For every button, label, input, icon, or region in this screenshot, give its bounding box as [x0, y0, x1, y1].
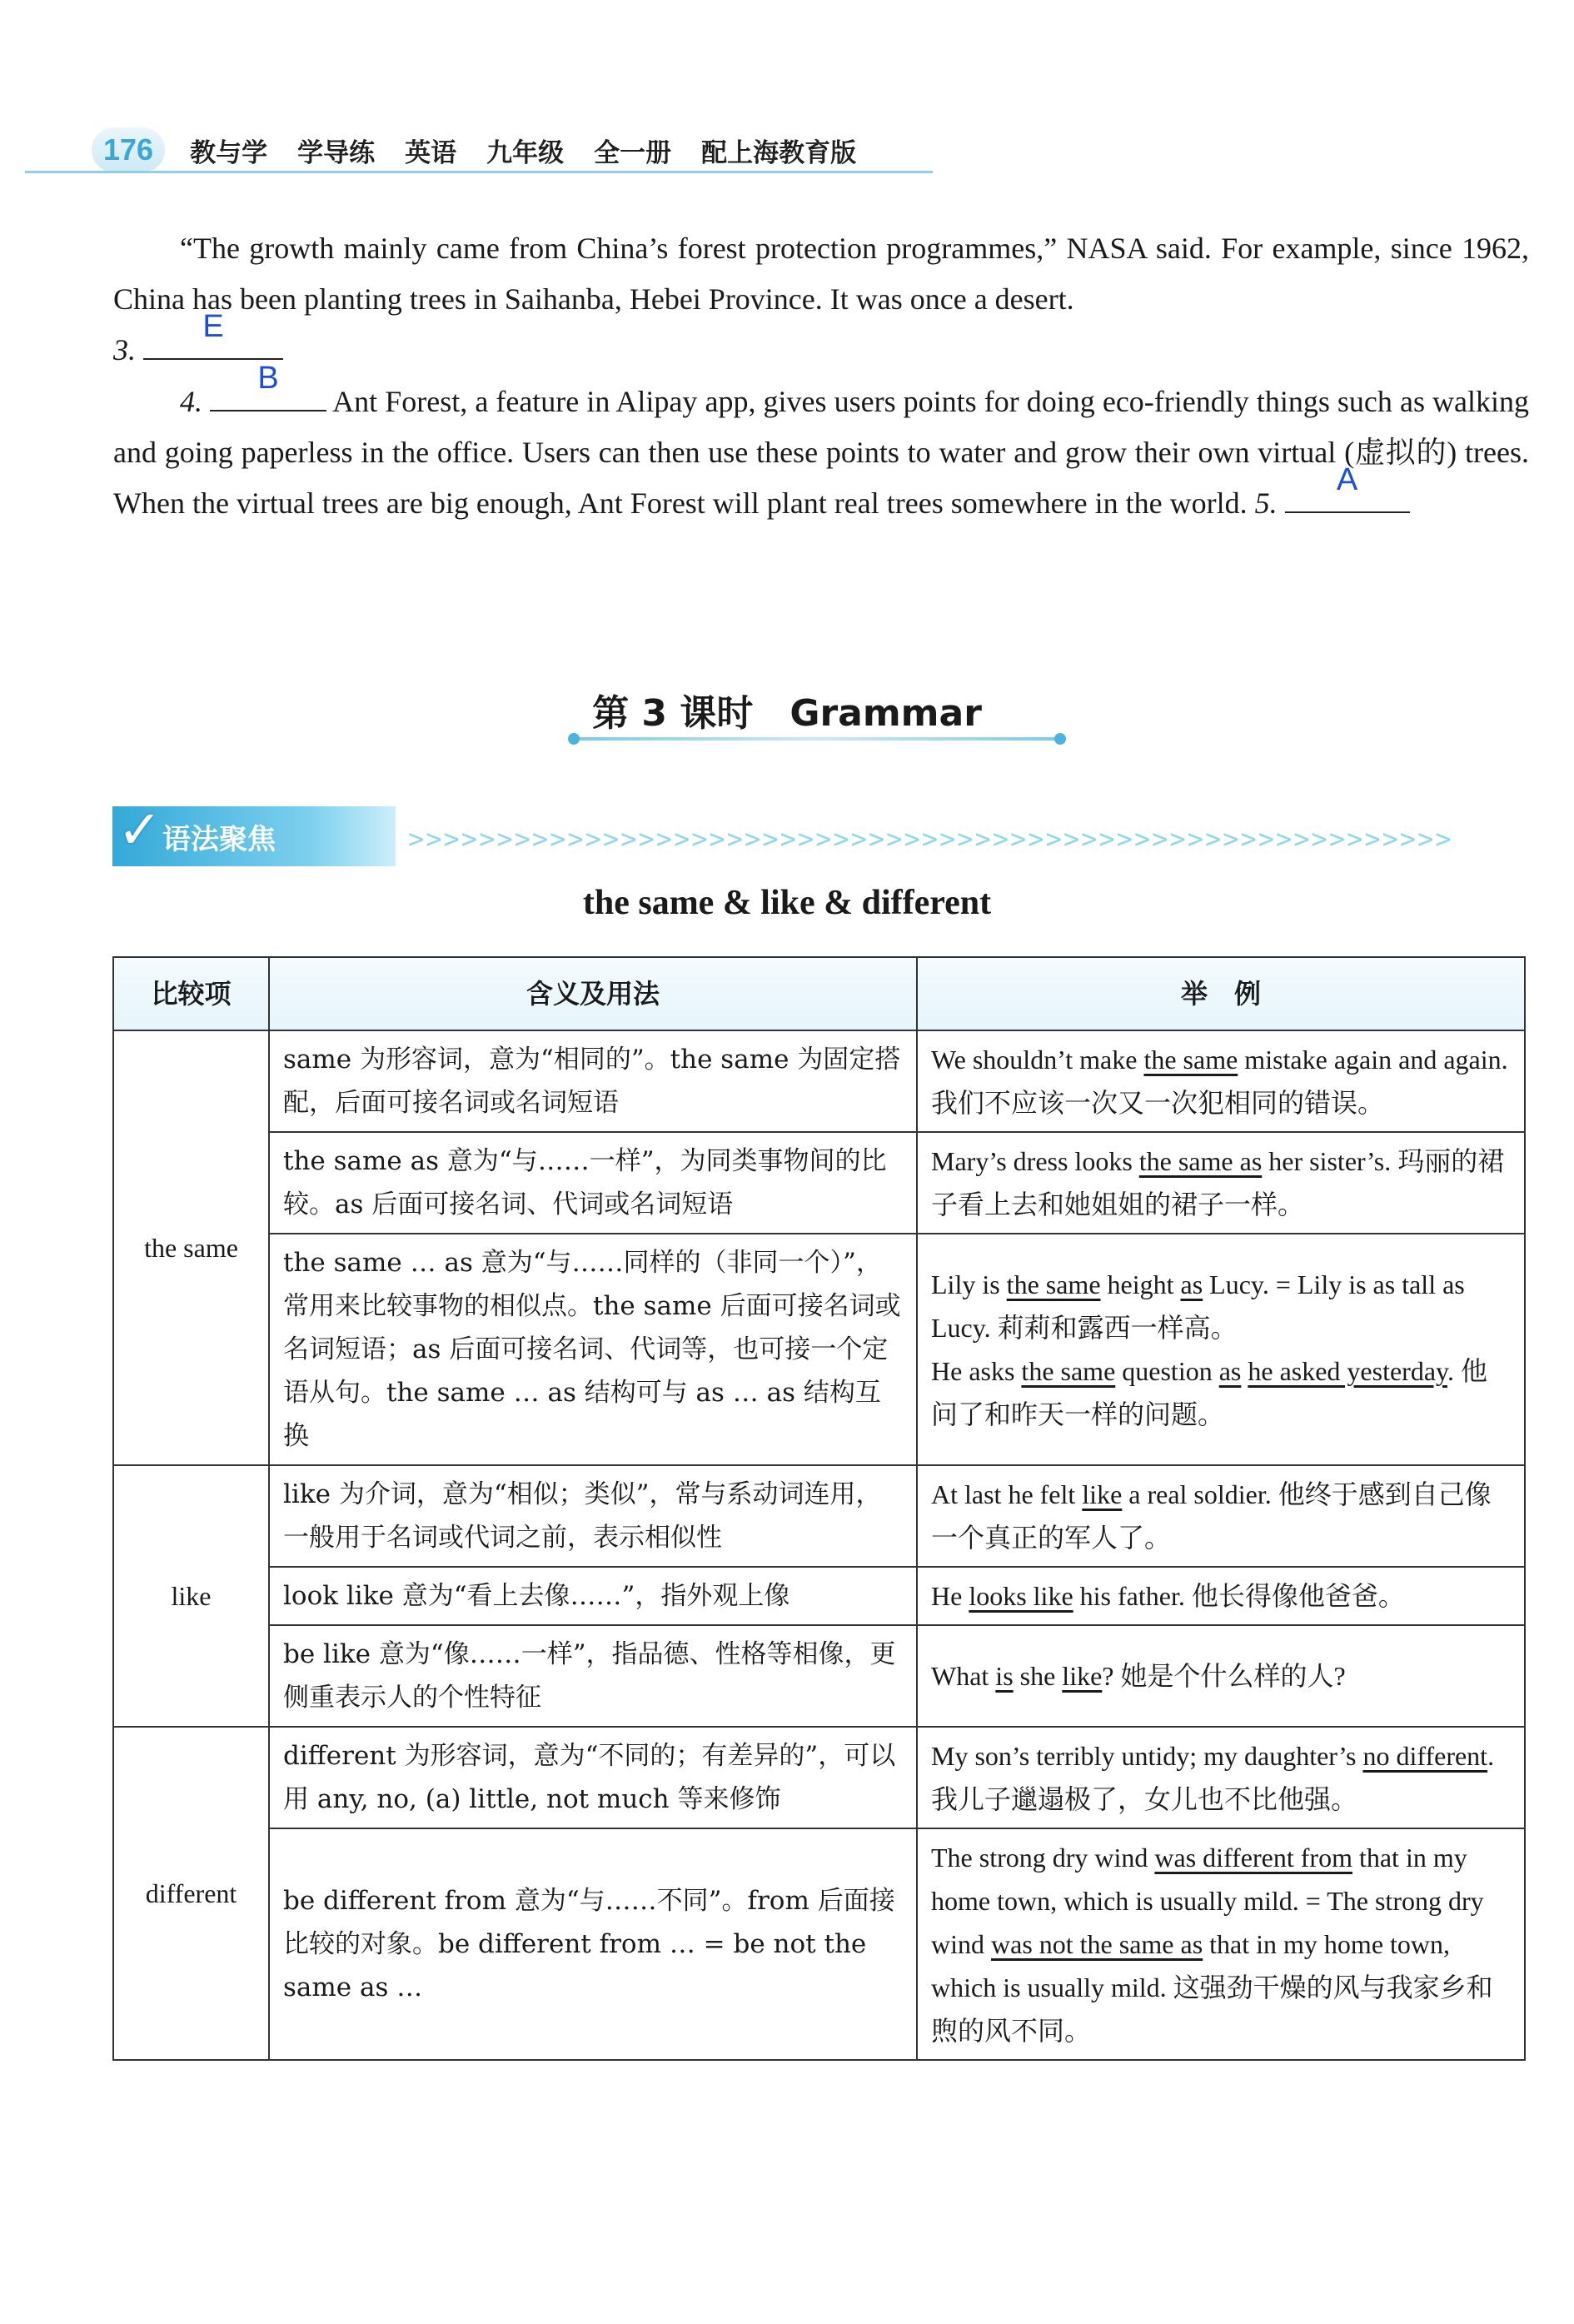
underlined-phrase: as	[1218, 1356, 1242, 1386]
example-text: a real soldier. 他终于感到自己像一个真正的军人了。	[931, 1479, 1492, 1553]
underlined-phrase: he asked yesterday	[1248, 1356, 1447, 1386]
underlined-phrase: was different from	[1154, 1843, 1352, 1873]
underlined-phrase: the same	[1143, 1045, 1238, 1075]
underlined-phrase: no different	[1362, 1741, 1488, 1771]
example-text: question	[1115, 1356, 1219, 1386]
lesson-title: 第 3 课时 Grammar	[592, 692, 982, 735]
underlined-phrase: looks like	[969, 1581, 1073, 1611]
banner-label: 语法聚焦	[162, 822, 276, 856]
passage-paragraph-2	[113, 361, 1530, 529]
question-5-label: 5.	[1254, 486, 1278, 520]
passage-text: Ant Forest, a feature in Alipay app, gives users points for doing eco-friendly things such as walking and going paperless in the office. Users can then use these points to water and grow their own virtual (虚拟的) trees. When the virtual trees are big enough, Ant Forest will plant real trees somewhere in the world.	[113, 385, 1530, 520]
example-cell	[917, 1132, 1525, 1234]
header-item: 教与学	[190, 137, 268, 168]
underlined-phrase: the same	[1021, 1356, 1116, 1386]
example-text: Mary’s dress looks	[931, 1146, 1139, 1176]
section-banner	[112, 800, 396, 866]
comparison-item: like	[113, 1465, 269, 1727]
underlined-phrase: the same	[1006, 1269, 1101, 1299]
example-text: He asks	[931, 1356, 1022, 1386]
example-cell	[917, 1625, 1525, 1727]
header-item: 学导练	[297, 137, 376, 168]
header-item: 配上海教育版	[701, 137, 857, 168]
answer-blank-5[interactable]	[1285, 462, 1410, 513]
title-underline	[575, 737, 1062, 741]
example-text: ? 她是个什么样的人?	[1102, 1661, 1346, 1691]
answer-5: A	[1336, 462, 1358, 497]
table-row	[113, 1234, 1525, 1465]
header-examples: 举 例	[917, 957, 1525, 1030]
example-text: she	[1013, 1661, 1063, 1691]
example-text: Lily is	[931, 1269, 1007, 1299]
usage-cell: the same … as 意为“与……同样的（非同一个）”，常用来比较事物的相似点。the same 后面可接名词或名词短语；as 后面可接名词、代词等，也可接一个定语从句。the same … as 结构可与 as … as 结构互换	[269, 1234, 917, 1465]
underlined-phrase: as	[1180, 1269, 1203, 1299]
example-cell	[917, 1465, 1525, 1567]
passage-text: “The growth mainly came from China’s forest protection programmes,” NASA said. For example, since 1962, China has been planting trees in Saihanba, Hebei Province. It was once a desert.	[113, 232, 1529, 316]
underline-dot	[1054, 733, 1066, 745]
underline-dot	[568, 733, 580, 745]
underlined-phrase: the same as	[1138, 1146, 1263, 1176]
usage-cell: the same as 意为“与……一样”，为同类事物间的比较。as 后面可接名词、代词或名词短语	[269, 1132, 917, 1234]
usage-cell: be like 意为“像……一样”，指品德、性格等相像，更侧重表示人的个性特征	[269, 1625, 917, 1727]
underlined-phrase: is	[995, 1661, 1014, 1691]
example-text: Lucy. = Lily is as tall as Lucy. 莉莉和露西一样高。	[931, 1269, 1465, 1343]
example-text: her sister’s. 玛丽的裙子看上去和她姐姐的裙子一样。	[931, 1146, 1505, 1219]
example-text: The strong dry wind	[931, 1843, 1155, 1873]
example-text: that in my home town, which is usually mild. = The strong dry wind	[931, 1843, 1484, 1959]
example-text: At last he felt	[931, 1479, 1083, 1509]
header-item: 九年级	[486, 137, 565, 168]
header-divider	[25, 171, 933, 173]
answer-blank-4[interactable]	[210, 361, 326, 411]
table-row	[113, 1727, 1525, 1828]
chevron-decoration: >>>>>>>>>>>>>>>>>>>>>>>>>>>>>>>>>>>>>>>>>>>>>>>>>>>>>>>>>>>	[408, 823, 1453, 855]
usage-cell: same 为形容词，意为“相同的”。the same 为固定搭配，后面可接名词或名词短语	[269, 1030, 917, 1132]
page-number: 176	[92, 127, 165, 172]
usage-cell: different 为形容词，意为“不同的；有差异的”，可以用 any, no, (a) little, not much 等来修饰	[269, 1727, 917, 1828]
example-cell	[917, 1828, 1525, 2060]
example-cell	[917, 1234, 1525, 1465]
example-text: We shouldn’t make	[931, 1045, 1144, 1075]
example-cell	[917, 1567, 1525, 1625]
example-cell	[917, 1727, 1525, 1828]
underlined-phrase: was not the same as	[991, 1929, 1203, 1959]
table-row	[113, 1567, 1525, 1625]
table-row	[113, 1132, 1525, 1234]
example-text: . 他问了和昨天一样的问题。	[931, 1356, 1487, 1429]
example-text: mistake again and again. 我们不应该一次又一次犯相同的错误。	[931, 1045, 1508, 1118]
usage-cell: like 为介词，意为“相似；类似”，常与系动词连用，一般用于名词或代词之前，表示相似性	[269, 1465, 917, 1567]
comparison-item: different	[113, 1727, 269, 2060]
header-item: 全一册	[594, 137, 672, 168]
question-3-label: 3.	[113, 333, 136, 367]
usage-cell: be different from 意为“与……不同”。from 后面接比较的对象。be different from … = be not the same as …	[269, 1828, 917, 2060]
checkmark-icon: ✓	[117, 800, 162, 861]
table-row	[113, 1625, 1525, 1727]
example-text: What	[931, 1661, 996, 1691]
page-header	[92, 125, 886, 175]
comparison-item: the same	[113, 1030, 269, 1465]
header-meaning-usage: 含义及用法	[269, 957, 917, 1030]
table-row	[113, 1030, 1525, 1132]
example-text: . 我儿子邋遢极了，女儿也不比他强。	[931, 1741, 1495, 1814]
example-text: He	[931, 1581, 969, 1611]
usage-cell: look like 意为“看上去像……”，指外观上像	[269, 1567, 917, 1625]
table-row	[113, 1465, 1525, 1567]
example-text: My son’s terribly untidy; my daughter’s	[931, 1741, 1363, 1771]
table-header-row	[113, 957, 1525, 1030]
underlined-phrase: like	[1082, 1479, 1123, 1509]
question-4-label: 4.	[180, 385, 202, 418]
example-text: that in my home town, which is usually mild. 这强劲干燥的风与我家乡和煦的风不同。	[931, 1929, 1493, 2046]
answer-4: B	[257, 361, 279, 396]
example-text: his father. 他长得像他爸爸。	[1073, 1581, 1405, 1611]
table-row	[113, 1828, 1525, 2060]
answer-3: E	[202, 309, 224, 344]
header-item: 英语	[405, 137, 457, 168]
grammar-table	[112, 956, 1526, 2061]
grammar-subtitle: the same & like & different	[582, 884, 992, 922]
underlined-phrase: like	[1062, 1661, 1103, 1691]
header-comparison-item: 比较项	[113, 957, 269, 1030]
example-cell	[917, 1030, 1525, 1132]
example-text: height	[1100, 1269, 1181, 1299]
